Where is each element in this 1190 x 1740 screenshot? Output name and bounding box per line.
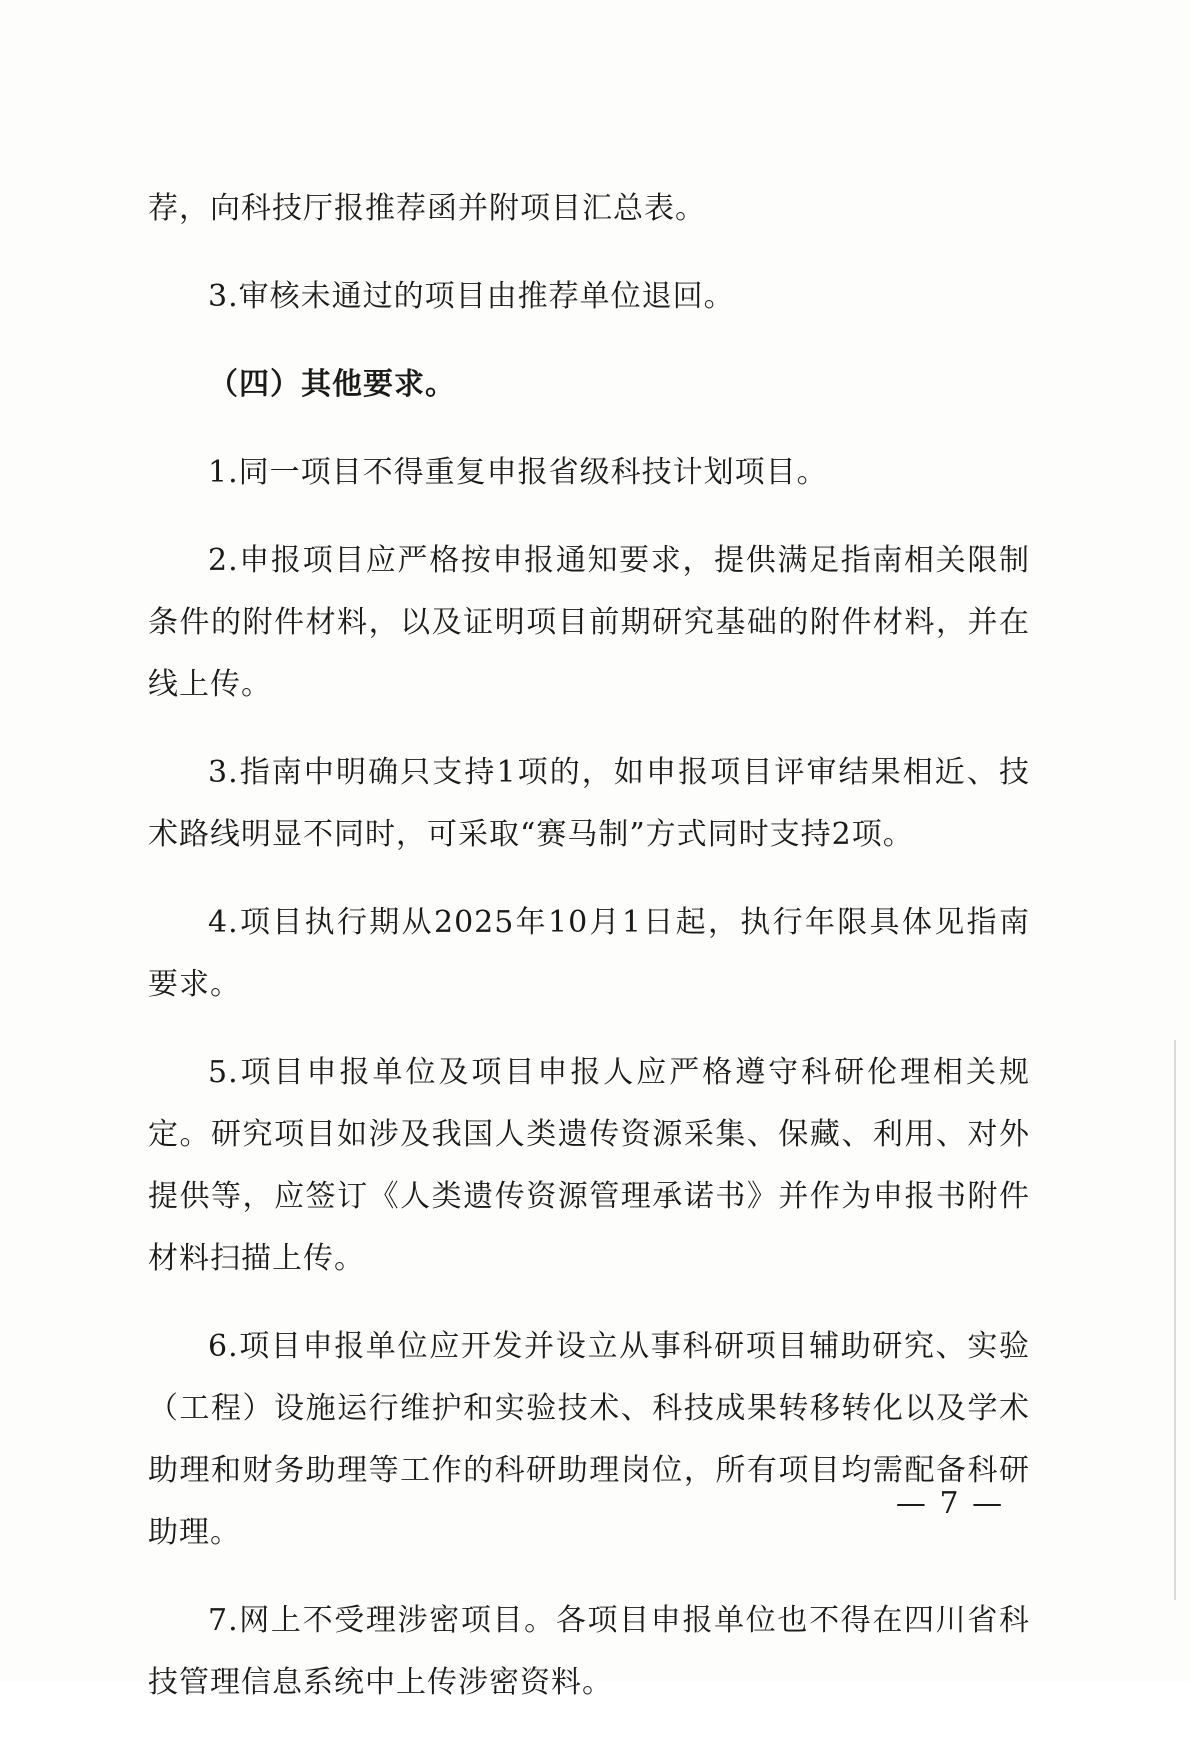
section-heading-other-requirements: （四）其他要求。: [208, 367, 456, 402]
page-number: — 7 —: [895, 1486, 1005, 1521]
paragraph-continuation: 荐，向科技厅报推荐函并附项目汇总表。: [148, 191, 706, 226]
paragraph-requirement-3: 3.指南中明确只支持1项的，如申报项目评审结果相近、技术路线明显不同时，可采取“赛马制”方式同时支持2项。: [148, 755, 1030, 852]
paragraph-requirement-6: 6.项目申报单位应开发并设立从事科研项目辅助研究、实验（工程）设施运行维护和实验技术、科技成果转移转化以及学术助理和财务助理等工作的科研助理岗位，所有项目均需配备科研助理。: [148, 1329, 1030, 1550]
scan-edge-line: [1174, 1040, 1176, 1600]
paragraph-requirement-2: 2.申报项目应严格按申报通知要求，提供满足指南相关限制条件的附件材料，以及证明项目前期研究基础的附件材料，并在线上传。: [148, 543, 1030, 702]
paragraph-review-failed: 3.审核未通过的项目由推荐单位退回。: [208, 279, 735, 314]
paragraph-requirement-4: 4.项目执行期从2025年10月1日起，执行年限具体见指南要求。: [148, 905, 1030, 1002]
paragraph-requirement-1: 1.同一项目不得重复申报省级科技计划项目。: [208, 455, 828, 490]
paragraph-requirement-7: 7.网上不受理涉密项目。各项目申报单位也不得在四川省科技管理信息系统中上传涉密资料。: [148, 1603, 1030, 1700]
paragraph-requirement-5: 5.项目申报单位及项目申报人应严格遵守科研伦理相关规定。研究项目如涉及我国人类遗传资源采集、保藏、利用、对外提供等，应签订《人类遗传资源管理承诺书》并作为申报书附件材料扫描上传。: [148, 1055, 1030, 1276]
